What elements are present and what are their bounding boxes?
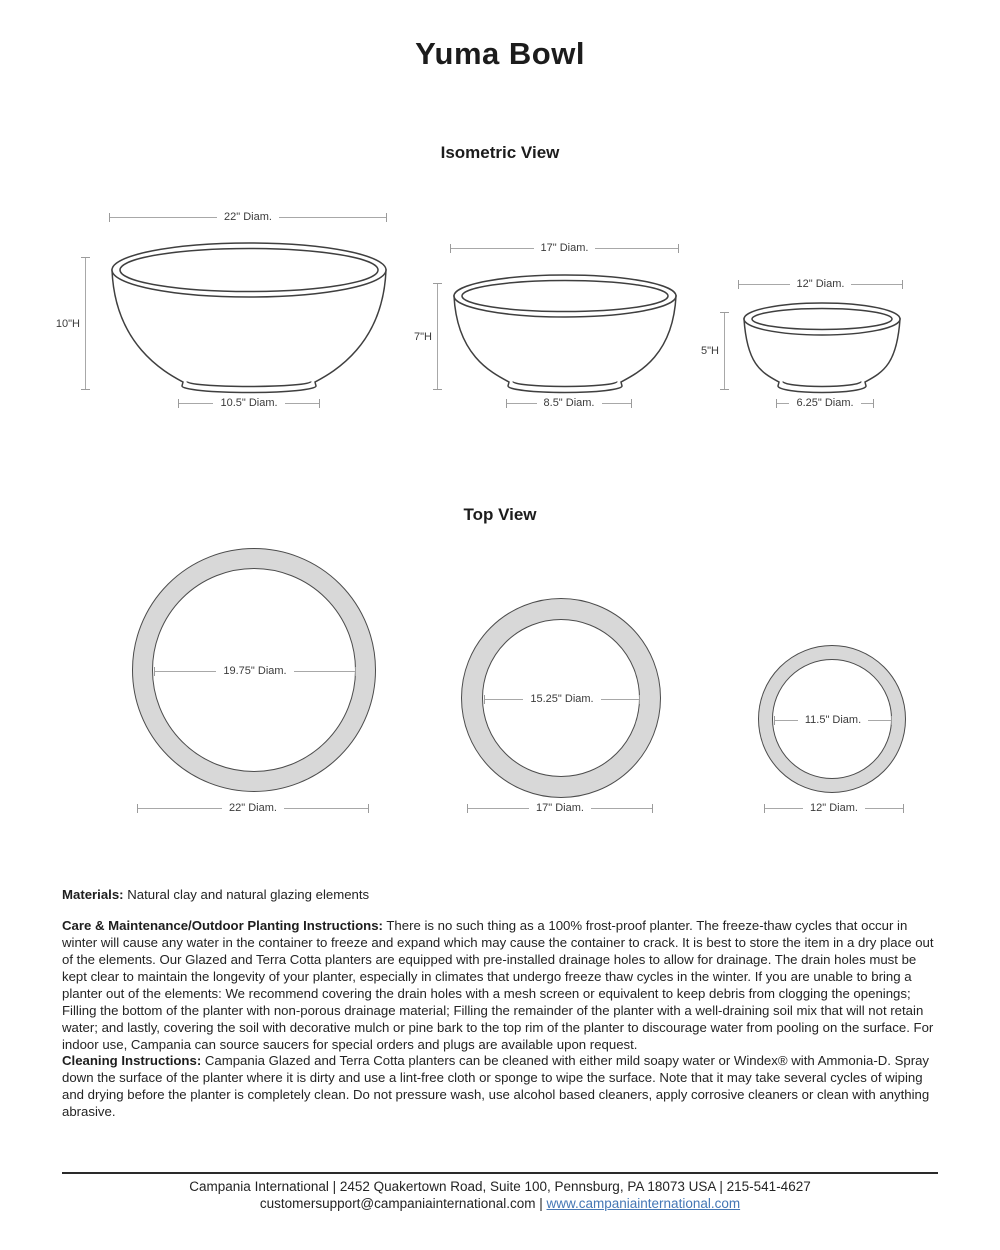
dimension-label: 7"H bbox=[414, 330, 432, 343]
dimension-label: 19.75" Diam. bbox=[223, 665, 287, 677]
dimension-line bbox=[138, 808, 222, 809]
dimension-line bbox=[868, 720, 891, 721]
dimension-line bbox=[595, 248, 678, 249]
dimension-line bbox=[851, 284, 902, 285]
dimension-label: 10.5" Diam. bbox=[220, 397, 278, 409]
dimension-tick bbox=[81, 389, 90, 390]
footer-divider bbox=[62, 1172, 938, 1174]
care-text: There is no such thing as a 100% frost-proof planter. The freeze-thaw cycles that occur in winter will cause any water in the container to freeze and expand which may cause the container to crack. It is best to store the item in a dry place out of the elements. Our Glazed and Terra Cotta planters are equipped with pre-installed drainage holes to allow for drainage. The drain holes must be kept clear to maintain the longevity of your planter, especially in climates that undergo freeze thaw cycles in the winter. If you are unable to bring a planter out of the elements: We recommend covering the drain holes with a mesh screen or equivalent to keep debris from clogging the openings; Filling the bottom of the planter with non-porous drainage material; Filling the remainder of the planter with a well-draining soil mix that will not retain water; and lastly, covering the soil with decorative mulch or pine bark to the top rim of the planter to discourage water from pooling on the surface. For indoor use, Campania can source saucers for special orders and plugs are available upon request. bbox=[62, 918, 934, 1052]
dimension-tick bbox=[720, 389, 729, 390]
footer-email: customersupport@campaniainternational.com bbox=[259, 1196, 536, 1211]
bowl-drawing bbox=[451, 273, 679, 393]
dimension-tick bbox=[386, 213, 387, 222]
bowl-drawing bbox=[109, 241, 389, 393]
base-diameter-dimension bbox=[178, 396, 320, 410]
dimension-tick bbox=[631, 399, 632, 408]
dimension-line bbox=[601, 699, 639, 700]
dimension-line bbox=[85, 258, 86, 389]
dimension-label: 12" Diam. bbox=[810, 802, 858, 814]
footer-separator: | bbox=[535, 1196, 547, 1211]
materials-paragraph bbox=[62, 886, 938, 903]
dimension-tick bbox=[368, 804, 369, 813]
dimension-label: 17" Diam. bbox=[540, 242, 589, 254]
dimension-tick bbox=[891, 716, 892, 725]
dimension-label: 6.25" Diam. bbox=[796, 397, 854, 409]
cleaning-paragraph bbox=[62, 1052, 938, 1120]
inner-diameter-dimension bbox=[154, 664, 356, 678]
care-paragraph bbox=[62, 917, 938, 1053]
dimension-line bbox=[507, 403, 537, 404]
isometric-view-heading: Isometric View bbox=[440, 143, 560, 162]
dimension-label: 11.5" Diam. bbox=[804, 714, 862, 726]
dimension-label: 10"H bbox=[55, 317, 80, 330]
outer-diameter-dimension bbox=[764, 801, 904, 815]
top-diameter-dimension bbox=[738, 277, 903, 291]
dimension-tick bbox=[355, 667, 356, 676]
ring-drawing bbox=[461, 598, 661, 798]
dimension-line bbox=[155, 671, 216, 672]
top-diameter-dimension bbox=[450, 241, 679, 255]
dimension-line bbox=[285, 403, 319, 404]
dimension-line bbox=[765, 808, 803, 809]
page-title: Yuma Bowl bbox=[415, 36, 585, 71]
dimension-line bbox=[591, 808, 652, 809]
dimension-line bbox=[284, 808, 368, 809]
bowl-drawing bbox=[741, 301, 903, 393]
dimension-line bbox=[451, 248, 534, 249]
base-diameter-dimension bbox=[506, 396, 632, 410]
dimension-label: 15.25" Diam. bbox=[530, 693, 594, 705]
dimension-tick bbox=[902, 280, 903, 289]
dimension-label: 8.5" Diam. bbox=[543, 397, 595, 409]
height-dimension bbox=[701, 312, 731, 390]
cleaning-text: Campania Glazed and Terra Cotta planters can be cleaned with either mild soapy water or Windex® with Ammonia-D. Spray down the surface of the planter where it is dirty and use a lint-free cloth or sponge to wipe the surface. Note that it may take several cycles of wiping and drying before the planter is completely clean. Do not pressure wash, use alcohol based cleaners, apply corrosive cleaners or clean with anything abrasive. bbox=[62, 1053, 930, 1119]
dimension-line bbox=[294, 671, 355, 672]
cleaning-label: Cleaning Instructions: bbox=[62, 1053, 202, 1068]
dimension-tick bbox=[319, 399, 320, 408]
dimension-label: 22" Diam. bbox=[224, 211, 272, 223]
dimension-tick bbox=[678, 244, 679, 253]
inner-diameter-dimension bbox=[484, 692, 640, 706]
dimension-line bbox=[865, 808, 903, 809]
dimension-line bbox=[861, 403, 873, 404]
dimension-line bbox=[602, 403, 632, 404]
dimension-line bbox=[777, 403, 789, 404]
care-label: Care & Maintenance/Outdoor Planting Instructions: bbox=[62, 918, 383, 933]
outer-diameter-dimension bbox=[137, 801, 369, 815]
dimension-line bbox=[775, 720, 798, 721]
dimension-tick bbox=[903, 804, 904, 813]
dimension-line bbox=[724, 313, 725, 389]
footer-website-link[interactable]: www.campaniainternational.com bbox=[546, 1196, 741, 1211]
ring-drawing bbox=[758, 645, 906, 793]
dimension-label: 17" Diam. bbox=[536, 802, 584, 814]
dimension-line bbox=[179, 403, 213, 404]
dimension-label: 12" Diam. bbox=[796, 278, 845, 290]
base-diameter-dimension bbox=[776, 396, 874, 410]
top-diameter-dimension bbox=[109, 210, 387, 224]
dimension-tick bbox=[639, 695, 640, 704]
outer-diameter-dimension bbox=[467, 801, 653, 815]
ring-drawing bbox=[132, 548, 376, 792]
dimension-line bbox=[437, 284, 438, 389]
materials-text: Natural clay and natural glazing elements bbox=[123, 887, 370, 902]
dimension-line bbox=[468, 808, 529, 809]
materials-label: Materials: bbox=[62, 887, 124, 902]
dimension-tick bbox=[652, 804, 653, 813]
dimension-line bbox=[739, 284, 790, 285]
dimension-label: 22" Diam. bbox=[229, 802, 277, 814]
dimension-tick bbox=[873, 399, 874, 408]
dimension-line bbox=[485, 699, 523, 700]
inner-diameter-dimension bbox=[774, 713, 892, 727]
dimension-line bbox=[110, 217, 217, 218]
footer-contact-line bbox=[0, 1196, 1000, 1211]
dimension-label: 5"H bbox=[701, 345, 719, 357]
height-dimension bbox=[414, 283, 444, 390]
dimension-tick bbox=[433, 389, 442, 390]
top-view-heading: Top View bbox=[463, 505, 537, 524]
height-dimension bbox=[55, 257, 92, 390]
footer-address-line: Campania International | 2452 Quakertown Road, Suite 100, Pennsburg, PA 18073 USA | 215-541-4627 bbox=[189, 1179, 811, 1194]
dimension-line bbox=[279, 217, 386, 218]
